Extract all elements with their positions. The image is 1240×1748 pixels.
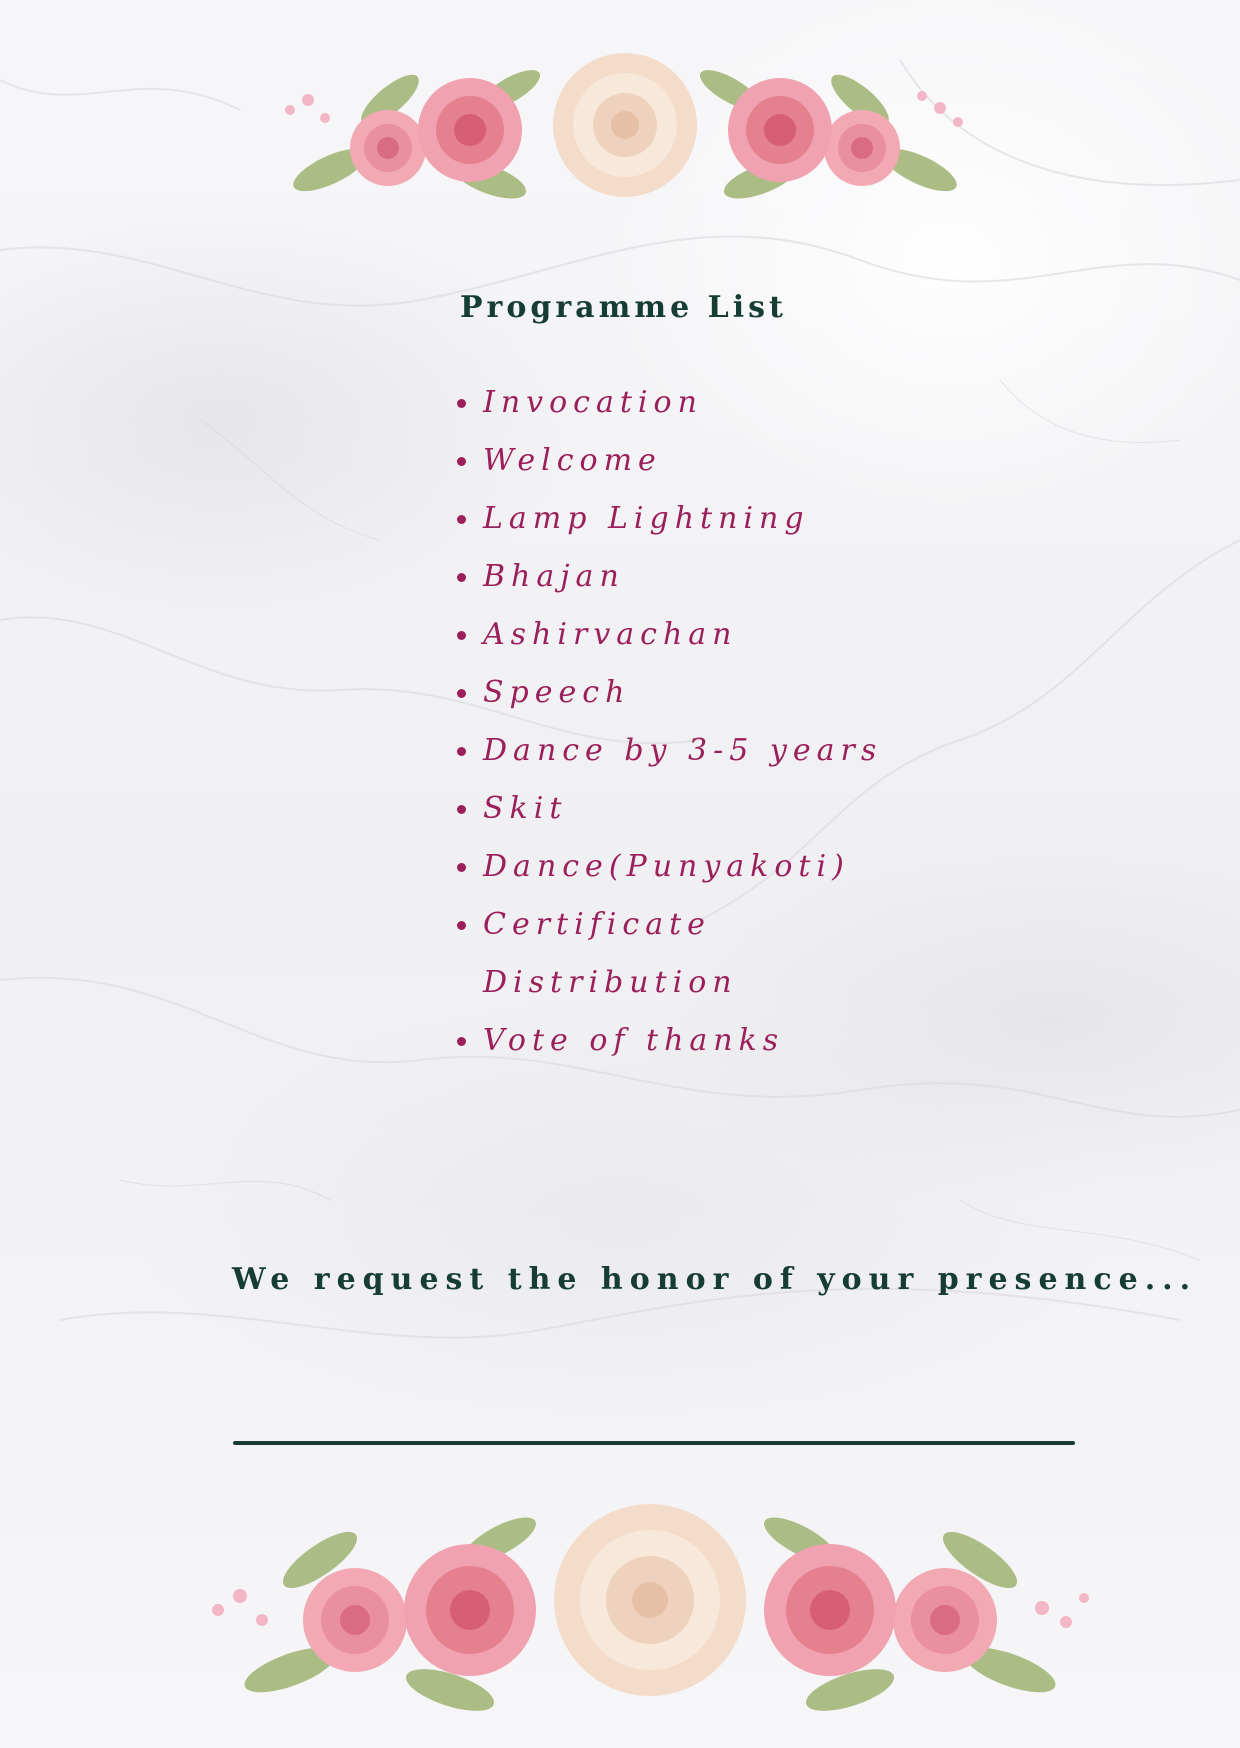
list-item-label: Skit — [483, 791, 568, 826]
bullet-icon — [457, 1037, 466, 1046]
bullet-icon — [457, 921, 466, 930]
list-item-label: Speech — [483, 675, 631, 710]
bullet-icon — [457, 573, 466, 582]
bullet-icon — [457, 805, 466, 814]
list-item — [455, 838, 975, 896]
signature-line — [233, 1441, 1075, 1445]
list-item-label: Dance(Punyakoti) — [483, 849, 850, 884]
bullet-icon — [457, 631, 466, 640]
list-item-label: Ashirvachan — [483, 617, 738, 652]
list-item — [455, 490, 975, 548]
list-item-label: Certificate Distribution — [483, 907, 738, 1000]
list-item-label: Invocation — [483, 385, 703, 420]
bullet-icon — [457, 863, 466, 872]
bullet-icon — [457, 689, 466, 698]
list-item-label: Welcome — [483, 443, 662, 478]
list-item — [455, 1012, 975, 1070]
list-item — [455, 374, 975, 432]
list-item — [455, 780, 975, 838]
list-item-label: Lamp Lightning — [483, 501, 810, 536]
list-item — [455, 606, 975, 664]
invitation-text: We request the honor of your presence... — [232, 1262, 1198, 1297]
bullet-icon — [457, 747, 466, 756]
list-item-label: Vote of thanks — [483, 1023, 785, 1058]
list-item-label: Dance by 3-5 years — [483, 733, 883, 768]
bullet-icon — [457, 515, 466, 524]
programme-list — [455, 374, 975, 1070]
list-item — [455, 432, 975, 490]
list-item — [455, 896, 783, 1012]
list-item — [455, 664, 975, 722]
list-item — [455, 722, 975, 780]
bullet-icon — [457, 457, 466, 466]
list-item-label: Bhajan — [483, 559, 625, 594]
top-rose-garland-icon — [270, 30, 980, 220]
list-item — [455, 548, 975, 606]
bullet-icon — [457, 399, 466, 408]
bottom-rose-garland-icon — [200, 1470, 1100, 1730]
page-title: Programme List — [460, 290, 787, 325]
